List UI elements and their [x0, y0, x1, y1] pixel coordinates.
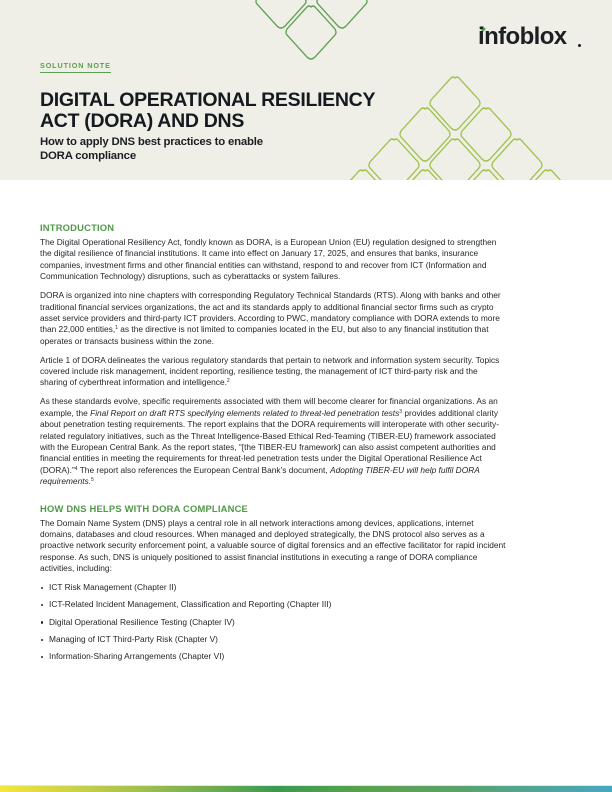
list-item: [40, 582, 506, 593]
intro-paragraph-2: [40, 290, 506, 347]
footnote-ref-4[interactable]: 4: [74, 465, 78, 472]
list-item-text: ICT-Related Incident Management, Classification and Reporting (Chapter III): [49, 599, 332, 610]
footnote-ref-1[interactable]: 1: [115, 325, 118, 332]
document-title-italic: Adopting TIBER-EU will help fulfil DORA requirements.: [40, 464, 480, 487]
text-run: DORA is organized into nine chapters with corresponding Regulatory Technical Standards (RTS). Along with banks and other traditional financial services organizations, the act and its standards apply to additional financial sector firms such as crypto asset service providers and third-party ICT providers. According to PWC, mandatory compliance with DORA extends to more than 22,000 entities,: [40, 290, 501, 335]
subtitle-line-2: DORA compliance: [40, 150, 136, 162]
list-item: [40, 634, 506, 645]
text-run: The report also references the European Central Bank’s document,: [77, 464, 331, 475]
header-banner: [0, 0, 612, 180]
text-run: As these standards evolve, specific requirements associated with them will become clearer for financial organizations. As an example, the: [40, 396, 498, 418]
page-title: [40, 90, 420, 132]
text-run: as the directive is not limited to companies located in the EU, but also to any financial institution that operates or transacts business within the zone.: [40, 324, 489, 346]
section-heading-introduction: INTRODUCTION: [40, 222, 115, 233]
list-item: [40, 599, 506, 610]
footnote-ref-3[interactable]: 3: [399, 408, 403, 415]
page-subtitle: [40, 135, 330, 163]
section-heading-dns-dora: HOW DNS HELPS WITH DORA COMPLIANCE: [40, 502, 249, 514]
intro-paragraph-1: The Digital Operational Resiliency Act, fondly known as DORA, is a European Union (EU) regulation designed to strengthen the digital resilience of financial institutions. It came into effect on January 17, 2025, and ensures that banks, insurance companies, investment firms and other financial entities can withstand, respond to and recover from ICT (Information and Communication Technology) disruptions, such as cyberattacks or system failures.: [40, 237, 497, 282]
bullet-icon: [41, 621, 43, 623]
text-run: Article 1 of DORA delineates the various regulatory standards that pertain to network and information system security. Topics covered include risk management, incident reporting, resilience testing, the management of ICT third-party risk and the sharing of cyberthreat information and intelligence.: [40, 354, 500, 388]
list-item-text: Information-Sharing Arrangements (Chapter VI): [49, 651, 225, 662]
bullet-icon: [41, 656, 43, 658]
intro-paragraph-4: [40, 396, 506, 487]
list-item: [40, 617, 506, 628]
title-line-1: DIGITAL OPERATIONAL RESILIENCY: [40, 89, 376, 111]
list-item-text: Managing of ICT Third-Party Risk (Chapter V): [49, 634, 218, 645]
subtitle-line-1: How to apply DNS best practices to enable: [40, 136, 263, 148]
list-item-text: ICT Risk Management (Chapter II): [49, 582, 177, 593]
list-item: [40, 651, 506, 662]
bullet-icon: [41, 639, 43, 641]
footer-gradient-bar: [0, 786, 612, 792]
document-body: [40, 222, 506, 669]
list-item-text: Digital Operational Resilience Testing (Chapter IV): [49, 616, 235, 627]
registered-mark-icon: [578, 44, 581, 47]
intro-paragraph-3: [40, 355, 506, 389]
title-line-2: ACT (DORA) AND DNS: [40, 110, 245, 132]
infoblox-logo: infoblox: [478, 23, 567, 50]
footnote-ref-5[interactable]: 5: [91, 477, 94, 484]
bullet-icon: [41, 604, 43, 606]
text-run: provides additional clarity about penetration testing requirements. The report explains that the DORA requirements will interoperate with other security-related regulatory initiatives, such as the Threat Intelligence-Based Ethical Red-Teaming (TIBER-EU) framework associated with the European Central Bank. As the report states, “[the TIBER-EU framework] can also assist competent authorities and financial entities in meeting the requirements for threat-led penetration tests under the Digital Operational Resilience Act (DORA).”: [40, 407, 499, 475]
dora-activities-list: [40, 582, 506, 662]
report-title-italic: Final Report on draft RTS specifying elements related to threat-led penetration tests: [90, 407, 400, 418]
footnote-ref-2[interactable]: 2: [226, 378, 230, 385]
dns-paragraph-1: The Domain Name System (DNS) plays a central role in all network interactions among devices, applications, internet domains, databases and cloud resources. When managed and deployed strategically, the DNS protocol also serves as a proactive network security enforcement point, a valuable source of digital forensics and an effective facilitator for rapid incident response. As such, DNS is uniquely positioned to assist financial institutions in executing a range of DORA compliance activities, including:: [40, 517, 506, 574]
bullet-icon: [41, 587, 43, 589]
document-type-label: SOLUTION NOTE: [40, 61, 111, 73]
